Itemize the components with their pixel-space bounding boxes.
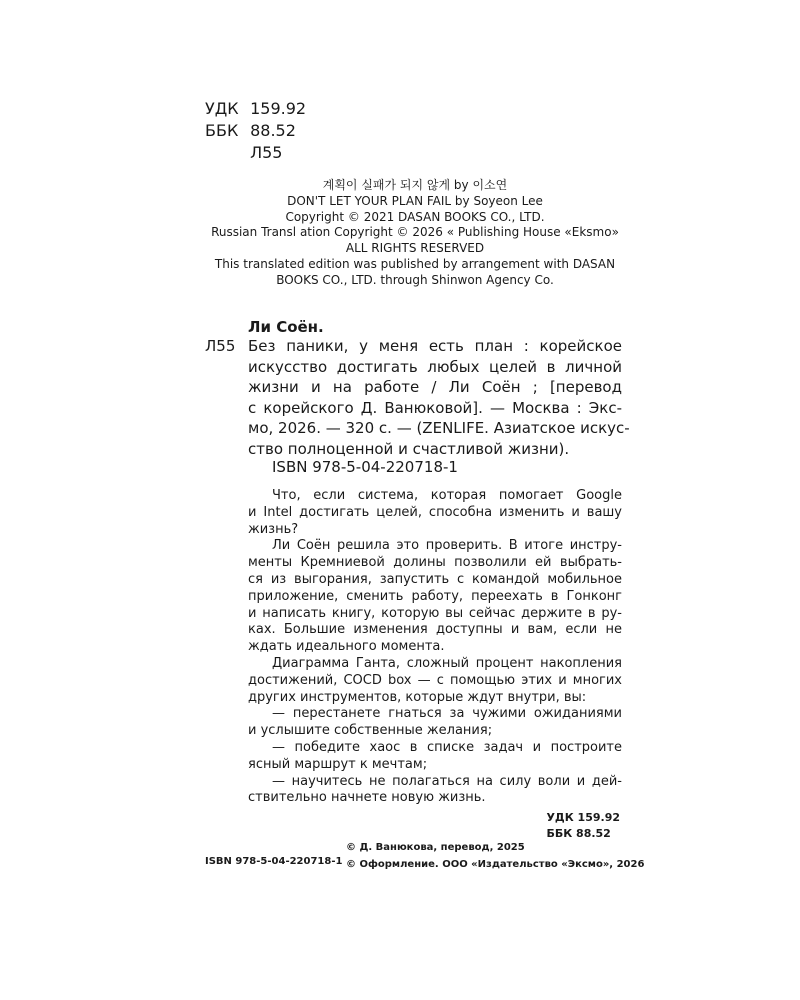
- copyright-line: 계획이 실패가 되지 않게 by 이소연: [322, 178, 508, 192]
- footer-isbn: ISBN 978-5-04-220718-1: [205, 856, 343, 867]
- copyright-line: Copyright © 2021 DASAN BOOKS CO., LTD.: [285, 209, 545, 224]
- annotation-line: менты Кремниевой долины позволили ей выбрать-: [248, 555, 622, 571]
- bottom-classification: [546, 810, 620, 842]
- annotation-line: жизнь?: [248, 521, 299, 537]
- copyright-line: DON'T LET YOUR PLAN FAIL by Soyeon Lee: [287, 193, 543, 208]
- annotation-line: Ли Соён решила это проверить. В итоге инстру-: [272, 538, 622, 554]
- bbk-line: [205, 120, 296, 142]
- bbk-value: 88.52: [250, 121, 296, 140]
- bottom-udk: УДК 159.92: [546, 811, 620, 824]
- annotation-line: и услышите собственные желания;: [248, 723, 493, 739]
- footer-copyrights: [346, 839, 644, 873]
- udk-value: 159.92: [250, 99, 307, 118]
- annotation-line: ся из выгорания, запустить с командой мобильное: [248, 571, 622, 587]
- bottom-bbk: ББК 88.52: [546, 827, 611, 840]
- annotation-line: ждать идеального момента.: [248, 639, 445, 655]
- biblio-line: Без паники, у меня есть план : корейское: [248, 337, 622, 355]
- annotation-line: ствительно начнете новую жизнь.: [248, 790, 486, 806]
- annotation: [248, 488, 622, 807]
- biblio-line: искусство достигать любых целей в личной: [248, 357, 622, 376]
- bibliographic-description: [248, 336, 630, 459]
- side-code: Л55: [205, 337, 236, 355]
- copyright-line: Russian Transl ation Copyright © 2026 « Publishing House «Eksmo»: [211, 225, 619, 240]
- design-copyright: © Оформление. ООО «Издательство «Эксмо», 2026: [346, 859, 645, 870]
- author-sign: Л55: [250, 143, 283, 162]
- annotation-line: приложение, сменить работу, переехать в Гонконг: [248, 588, 622, 604]
- author-sign-line: [205, 142, 282, 164]
- annotation-line: Диаграмма Ганта, сложный процент накопления: [272, 655, 622, 671]
- annotation-line: — научитесь не полагаться на силу воли и дей-: [272, 773, 622, 789]
- annotation-line: Что, если система, которая помогает Google: [272, 488, 622, 503]
- copyright-line: BOOKS CO., LTD. through Shinwon Agency Co.: [276, 272, 554, 287]
- udk-line: [205, 98, 306, 120]
- annotation-line: ках. Большие изменения доступны и вам, если не: [248, 622, 622, 638]
- annotation-line: других инструментов, которые ждут внутри, вы:: [248, 689, 587, 705]
- translator-copyright: © Д. Ванюкова, перевод, 2025: [346, 842, 525, 853]
- copyright-line: ALL RIGHTS RESERVED: [345, 241, 485, 256]
- copyright-line: This translated edition was published by arrangement with DASAN: [214, 256, 616, 271]
- biblio-line: мо, 2026. — 320 с. — (ZENLIFE. Азиатское искус-: [248, 419, 630, 437]
- isbn: ISBN 978-5-04-220718-1: [272, 458, 458, 476]
- biblio-line: ство полноценной и счастливой жизни).: [248, 439, 570, 458]
- annotation-line: и Intel достигать целей, способна изменить и вашу: [248, 504, 622, 520]
- annotation-line: и написать книгу, которую вы сейчас держите в ру-: [248, 605, 622, 621]
- author-heading: Ли Соён.: [248, 318, 324, 336]
- biblio-line: с корейского Д. Ванюковой]. — Москва : Экс-: [248, 398, 622, 417]
- annotation-line: ясный маршрут к мечтам;: [248, 756, 428, 772]
- udk-label: УДК: [205, 99, 239, 118]
- biblio-line: жизни и на работе / Ли Соён ; [перевод: [248, 378, 622, 396]
- copyright-block: [205, 178, 625, 289]
- annotation-line: — победите хаос в списке задач и построите: [272, 739, 622, 755]
- annotation-line: — перестанете гнаться за чужими ожиданиями: [272, 706, 622, 722]
- bbk-label: ББК: [205, 121, 239, 140]
- annotation-line: достижений, COCD box — с помощью этих и многих: [248, 672, 622, 688]
